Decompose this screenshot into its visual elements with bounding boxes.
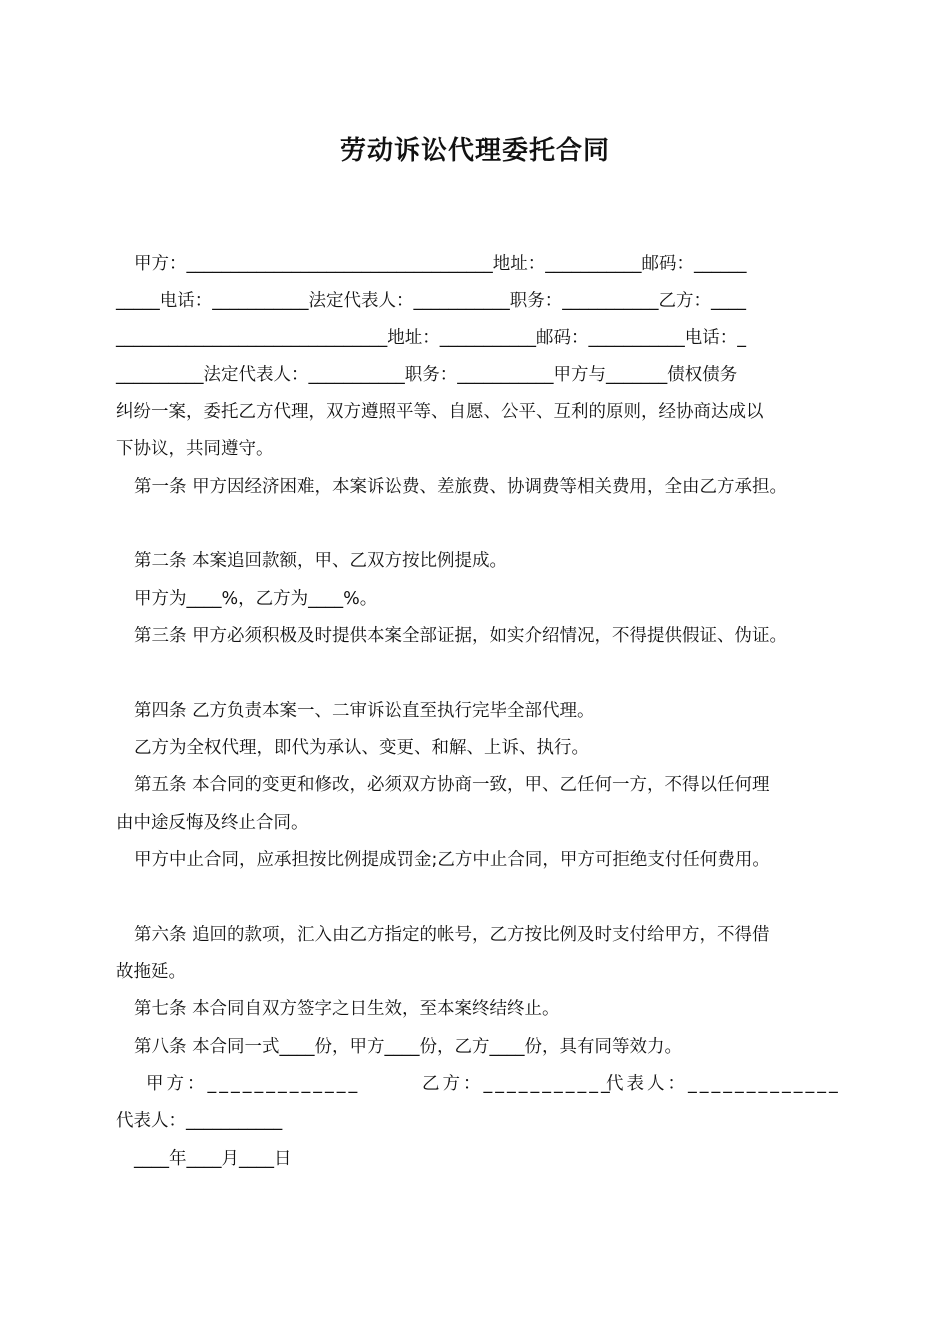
party-b-signature: 乙方：___________ [422, 1074, 613, 1094]
paragraph-line-2: _____电话：___________法定代表人：___________职务：___________乙方：____ [116, 291, 746, 311]
article-1: 第一条 甲方因经济困难，本案诉讼费、差旅费、协调费等相关费用，全由乙方承担。 [134, 477, 788, 497]
article-4: 第四条 乙方负责本案一、二审诉讼直至执行完毕全部代理。 [134, 701, 595, 721]
article-6-cont: 故拖延。 [116, 962, 186, 982]
article-2: 第二条 本案追回款额，甲、乙双方按比例提成。 [134, 551, 508, 571]
document-title: 劳动诉讼代理委托合同 [339, 136, 610, 166]
party-a-signature: 甲方：_____________ [146, 1074, 361, 1094]
signing-date: ____年____月____日 [134, 1149, 292, 1169]
article-4-detail: 乙方为全权代理，即代为承认、变更、和解、上诉、执行。 [134, 738, 589, 758]
paragraph-line-6: 下协议，共同遵守。 [116, 439, 274, 459]
article-8: 第八条 本合同一式____份，甲方____份，乙方____份，具有同等效力。 [134, 1037, 683, 1057]
article-2-ratio: 甲方为____%，乙方为____%。 [134, 589, 378, 609]
article-3: 第三条 甲方必须积极及时提供本案全部证据，如实介绍情况，不得提供假证、伪证。 [134, 626, 788, 646]
party-b-representative: 代表人：_____________ [606, 1074, 841, 1094]
paragraph-line-4: __________法定代表人：___________职务：___________甲方与_______债权债务 [116, 365, 738, 385]
paragraph-line-5: 纠纷一案，委托乙方代理，双方遵照平等、自愿、公平、互利的原则，经协商达成以 [116, 402, 764, 422]
paragraph-line-3: _______________________________地址：___________邮码：___________电话：_ [116, 328, 746, 348]
paragraph-line-1: 甲方：___________________________________地址：___________邮码：______ [134, 254, 747, 274]
party-a-representative: 代表人：___________ [116, 1111, 283, 1131]
article-5-detail: 甲方中止合同，应承担按比例提成罚金;乙方中止合同，甲方可拒绝支付任何费用。 [134, 850, 770, 870]
article-6: 第六条 追回的款项，汇入由乙方指定的帐号，乙方按比例及时支付给甲方，不得借 [134, 925, 770, 945]
article-7: 第七条 本合同自双方签字之日生效，至本案终结终止。 [134, 999, 560, 1019]
article-5-cont: 由中途反悔及终止合同。 [116, 813, 309, 833]
article-5: 第五条 本合同的变更和修改，必须双方协商一致，甲、乙任何一方，不得以任何理 [134, 775, 770, 795]
